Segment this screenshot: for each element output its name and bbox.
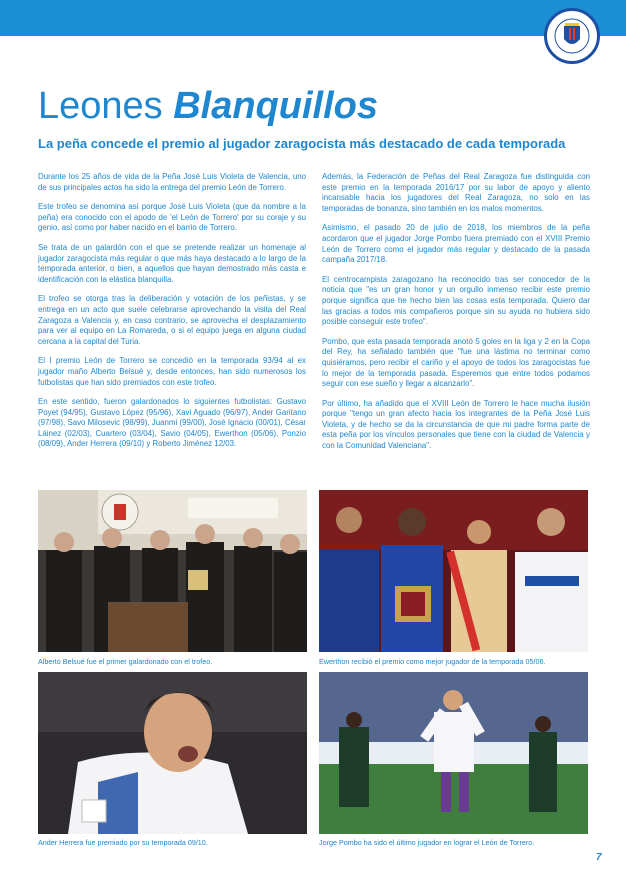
right-column (322, 172, 590, 461)
paragraph: Este trofeo se denomina así porque José Luis Violeta (que da nombre a la peña) era conocido con el apodo de 'el León de Torrero' por su coraje y su genio, así como por haber nacido en el barrio de Torrero. (38, 202, 306, 233)
article-subtitle: La peña concede el premio al jugador zaragocista más destacado de cada temporada (38, 136, 566, 151)
paragraph: Además, la Federación de Peñas del Real Zaragoza fue distinguida con este premio en la temporada 2016/17 por su labor de apoyo y aliento incansable hacia los jugadores del Real Zaragoza, no solo en las temporadas de bonanza, sino también en los malos momentos. (322, 172, 590, 213)
left-column (38, 172, 306, 459)
paragraph: Asimismo, el pasado 20 de julio de 2018, los miembros de la peña acordaron que el jugador Jorge Pombo fuera premiado con el XVIII Premio León de Torrero como el jugador más regular y destacado de la pasada campaña 2017/18. (322, 223, 590, 265)
photo-caption: Alberto Belsué fue el primer galardonado con el trofeo. (38, 657, 213, 666)
player-celebration-icon (38, 672, 307, 834)
match-action-icon (319, 672, 588, 834)
photo-caption: Jorge Pombo ha sido el último jugador en lograr el León de Torrero. (319, 838, 535, 847)
page-number: 7 (596, 852, 602, 863)
group-photo-icon (38, 490, 307, 652)
paragraph: El centrocampista zaragozano ha reconocido tras ser conocedor de la noticia que "es un gran honor y un orgullo inmenso recibir este premio porque significa que he hecho bien las cosas esta temporada. Quiero dar las gracias a todos mis compañeros porque sin su ayuda no hubiera sido posible conseguir este trofeo". (322, 274, 590, 327)
paragraph: Pombo, que esta pasada temporada anotó 5 goles en la liga y 2 en la Copa del Rey, ha señalado también que "fue una lástima no terminar como quisiéramos, pero recibir el cariño y el apoyo de todos los zaragocistas fue lo mejor de la temporada pasada. Esperemos que entre todos podamos seguir con ese sueño y llegar a alcanzarlo". (322, 336, 590, 389)
title-part-2: Blanquillos (173, 85, 379, 127)
paragraph: El I premio León de Torrero se concedió en la temporada 93/94 al ex jugador maño Alberto Belsué y, desde entonces, han sido numerosos los futbolistas que han sido premiados con este trofeo. (38, 356, 306, 387)
title-part-1: Leones (38, 85, 174, 127)
photo-caption: Ander Herrera fue premiado por su temporada 09/10. (38, 838, 208, 847)
club-crest-icon (544, 8, 600, 64)
paragraph: Durante los 25 años de vida de la Peña José Luis Violeta de Valencia, uno de sus principales actos ha sido la entrega del premio León de Torrero. (38, 172, 306, 192)
photo-caption: Ewerthon recibió el premio como mejor jugador de la temporada 05/06. (319, 657, 546, 666)
award-photo-icon (319, 490, 588, 652)
paragraph: El trofeo se otorga tras la deliberación y votación de los peñistas, y se entrega en un acto que suele celebrarse aprovechando la visita del Real Zaragoza a Valencia y, en caso contrario, se aprovecha el desplazamiento para ver al equipo en La Romareda, o si el equipo juega en alguna ciudad cercana a la capital del Turia. (38, 294, 306, 346)
paragraph: Por último, ha añadido que el XVIII León de Torrero le hace mucha ilusión porque "tengo un gran afecto hacia los integrantes de la Peña José Luis Violeta, y de hecho se da la circunstancia de que mi padre forma parte de esta peña por los vínculos personales que tiene con la ciudad de Valencia y con la Comunidad Valenciana". (322, 398, 590, 451)
paragraph: En este sentido, fueron galardonados lo siguientes futbolistas: Gustavo Poyet (94/95), Gustavo López (95/96), Xavi Aguado (96/97), Ander Garitano (97/98), Savo Milosevic (98/99), Juanmi (99/00), José Ignacio (00/01), César Láinez (02/03), Cuartero (03/04), Savio (04/05), Ewerthon (05/06), Ponzio (08/09), Ander Herrera (09/10) y Roberto Jiménez 12/03. (38, 397, 306, 449)
top-band (0, 0, 626, 36)
article-title (38, 84, 378, 128)
paragraph: Se trata de un galardón con el que se pretende realizar un homenaje al jugador zaragocista más regular o que más haya destacado a lo largo de la temporada anterior, o bien, a aquellos que hayan demostrado más casta e identificación con la elástica blanquilla. (38, 242, 306, 284)
